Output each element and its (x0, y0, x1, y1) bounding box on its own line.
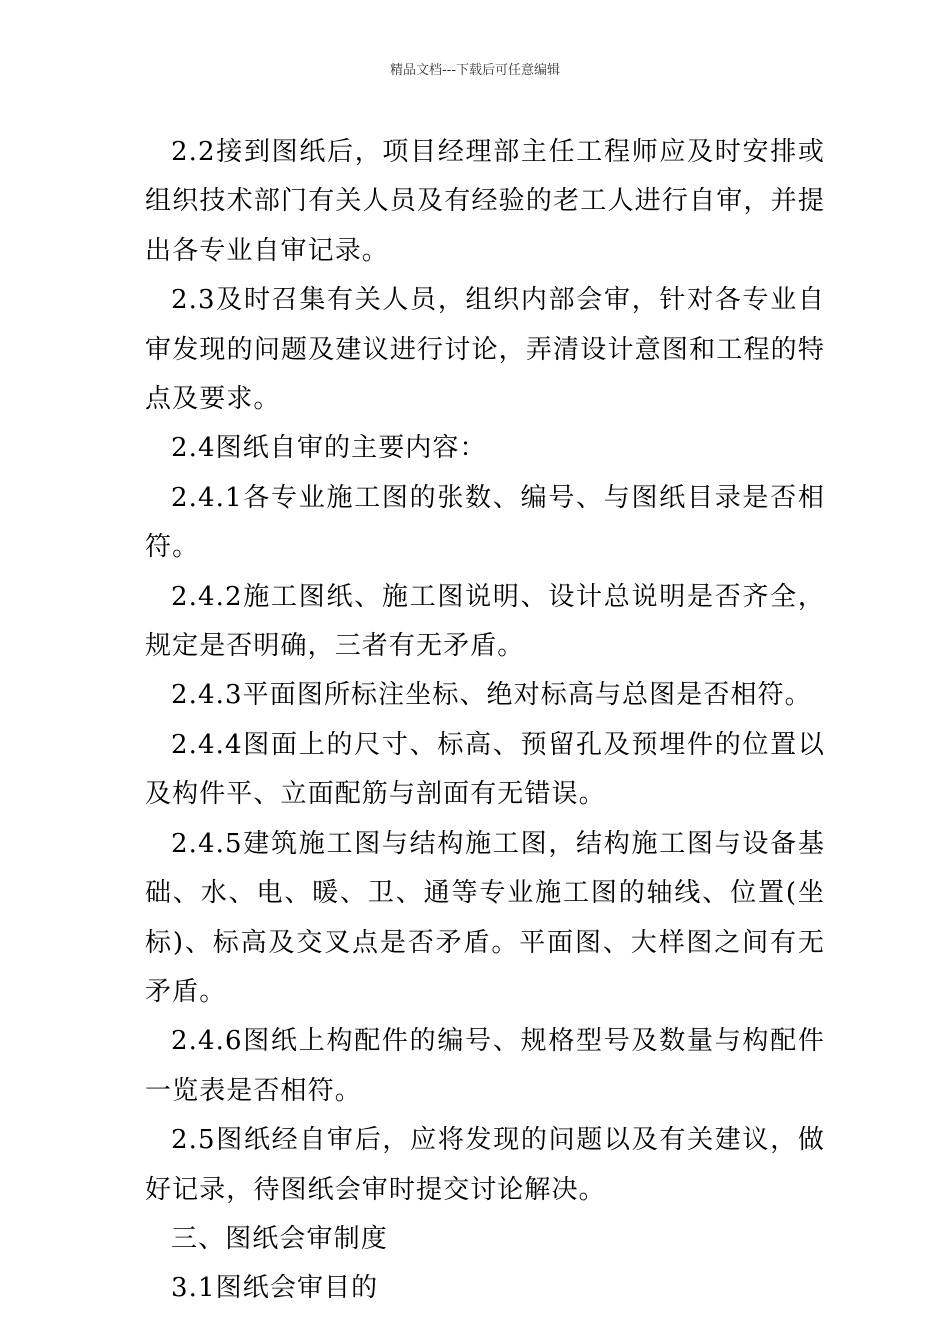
paragraph-2-2: 2.2接到图纸后，项目经理部主任工程师应及时安排或组织技术部门有关人员及有经验的老工人进行自审，并提出各专业自审记录。 (145, 137, 825, 266)
paragraph-2-4-3: 2.4.3平面图所标注坐标、绝对标高与总图是否相符。 (171, 680, 812, 711)
paragraph-2-4: 2.4图纸自审的主要内容： (171, 433, 487, 464)
paragraph-2-4-5: 2.4.5建筑施工图与结构施工图，结构施工图与设备基础、水、电、暖、卫、通等专业施工图的轴线、位置(坐标)、标高及交叉点是否矛盾。平面图、大样图之间有无矛盾。 (145, 828, 825, 1007)
paragraph-2-4-4: 2.4.4图面上的尺寸、标高、预留孔及预埋件的位置以及构件平、立面配筋与剖面有无错误。 (145, 729, 825, 810)
paragraph-2-3: 2.3及时召集有关人员，组织内部会审，针对各专业自审发现的问题及建议进行讨论，弄清设计意图和工程的特点及要求。 (145, 285, 825, 415)
paragraph-2-4-1: 2.4.1各专业施工图的张数、编号、与图纸目录是否相符。 (145, 482, 825, 563)
paragraph-2-5: 2.5图纸经自审后，应将发现的问题以及有关建议，做好记录，待图纸会审时提交讨论解决。 (145, 1125, 825, 1205)
page-header: 精品文档---下载后可任意编辑 (389, 63, 561, 78)
paragraph-2-4-6: 2.4.6图纸上构配件的编号、规格型号及数量与构配件一览表是否相符。 (145, 1026, 825, 1106)
document-body (145, 128, 825, 1314)
paragraph-2-4-2: 2.4.2施工图纸、施工图说明、设计总说明是否齐全，规定是否明确，三者有无矛盾。 (145, 581, 825, 662)
paragraph-3-1: 3.1图纸会审目的 (171, 1273, 379, 1304)
section-heading-3: 三、图纸会审制度 (171, 1223, 388, 1254)
